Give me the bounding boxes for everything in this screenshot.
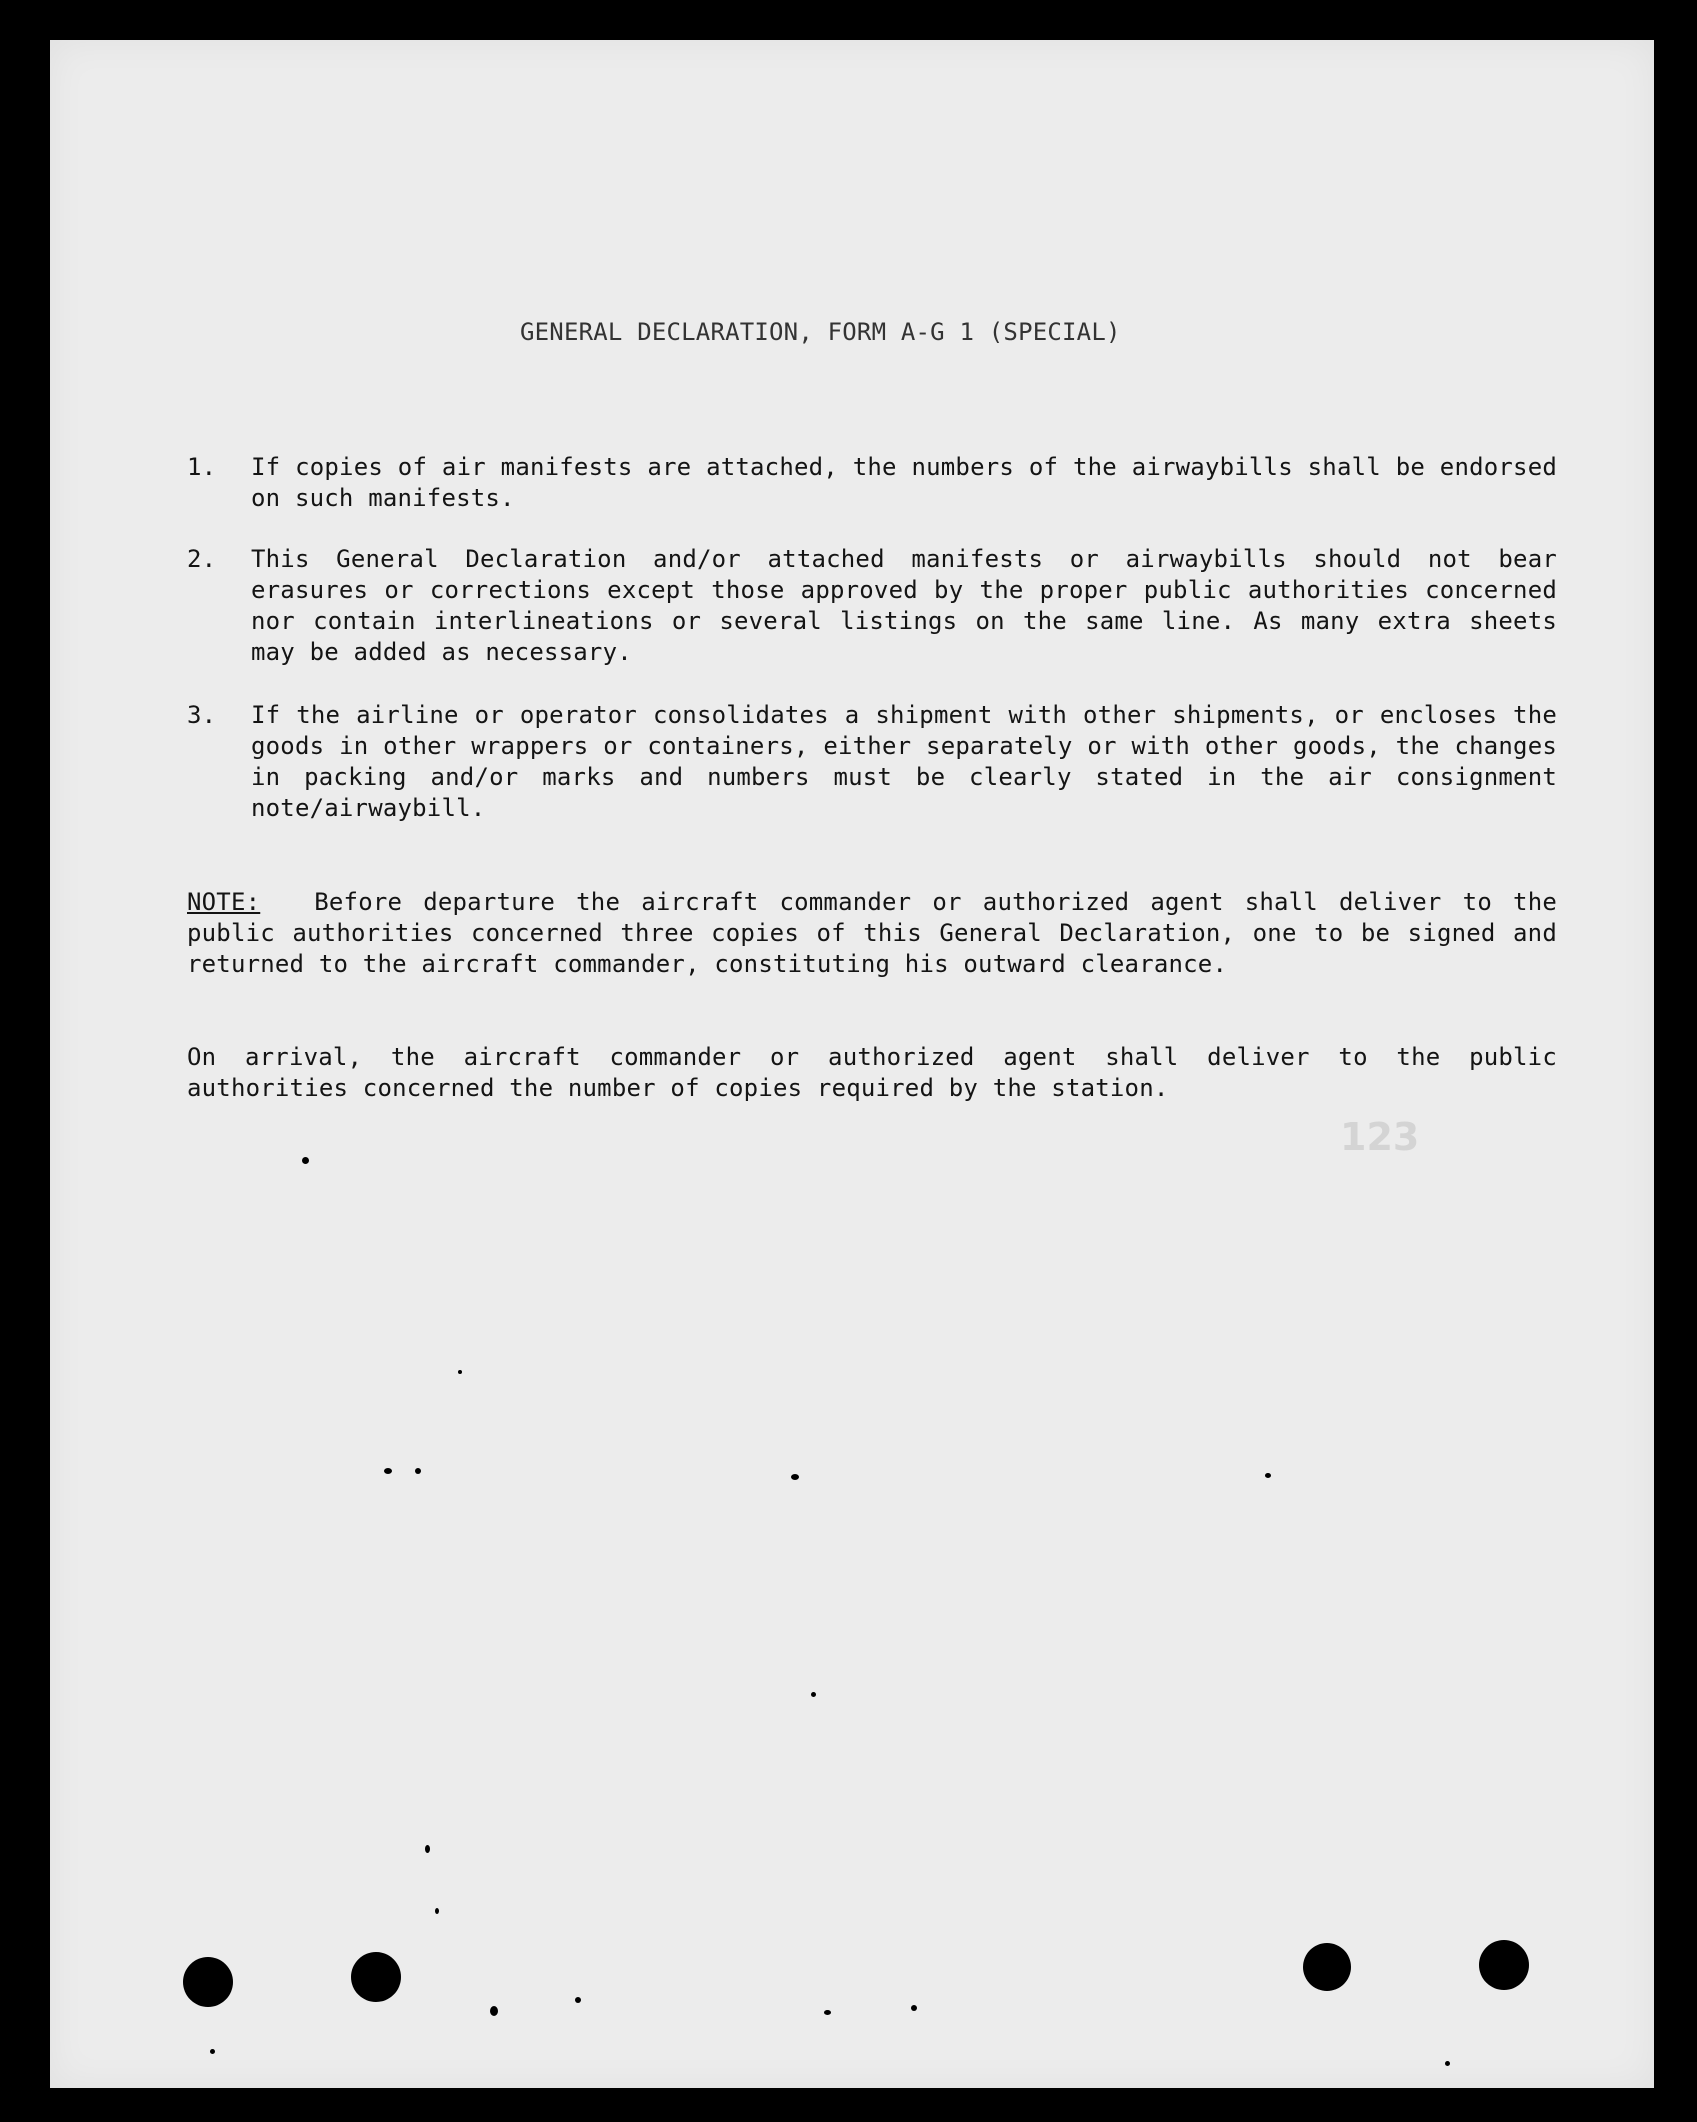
note-paragraph [187, 887, 1557, 980]
item-text: If copies of air manifests are attached, the numbers of the airwaybills shall be endorsed on such manifests. [251, 453, 1557, 512]
item-text: If the airline or operator consolidates a shipment with other shipments, or encloses the goods in other wrappers or containers, either separately or with other goods, the changes in packing and/or marks and numbers must be clearly stated in the air consignment note/airwaybill. [251, 701, 1557, 822]
speck [435, 1908, 439, 1914]
speck [210, 2049, 215, 2054]
faint-stamp-number: 123 [1340, 1115, 1420, 1159]
speck [425, 1845, 430, 1853]
item-number: 2. [187, 545, 217, 573]
instruction-item-1 [187, 452, 1557, 514]
instruction-item-3 [187, 700, 1557, 824]
note-label: NOTE: [187, 888, 261, 916]
document-title: GENERAL DECLARATION, FORM A-G 1 (SPECIAL) [520, 318, 1121, 346]
item-number: 3. [187, 701, 217, 729]
punch-hole-left-1 [183, 1957, 233, 2007]
arrival-text: On arrival, the aircraft commander or authorized agent shall deliver to the public authorities concerned the number of copies required by the station. [187, 1043, 1557, 1102]
speck [458, 1370, 462, 1374]
item-number: 1. [187, 453, 217, 481]
speck [1445, 2061, 1450, 2066]
arrival-paragraph [187, 1042, 1557, 1104]
speck [791, 1474, 799, 1480]
speck [490, 2006, 498, 2016]
speck [811, 1692, 816, 1697]
paper-sheet [50, 40, 1654, 2088]
item-text: This General Declaration and/or attached manifests or airwaybills should not bear erasures or corrections except those approved by the proper public authorities concerned nor contain interlineations or several listings on the same line. As many extra sheets may be added as necessary. [251, 545, 1557, 666]
speck [911, 2005, 917, 2011]
speck [302, 1157, 309, 1164]
punch-hole-left-2 [351, 1952, 401, 2002]
punch-hole-right-1 [1303, 1943, 1351, 1991]
speck [415, 1468, 421, 1474]
speck [824, 2010, 831, 2015]
note-text: Before departure the aircraft commander or authorized agent shall deliver to the public authorities concerned three copies of this General Declaration, one to be signed and returned to the aircraft commander, constituting his outward clearance. [187, 888, 1557, 978]
speck [384, 1468, 392, 1474]
instruction-item-2 [187, 544, 1557, 668]
speck [1265, 1473, 1271, 1478]
speck [575, 1997, 581, 2003]
punch-hole-right-2 [1479, 1940, 1529, 1990]
